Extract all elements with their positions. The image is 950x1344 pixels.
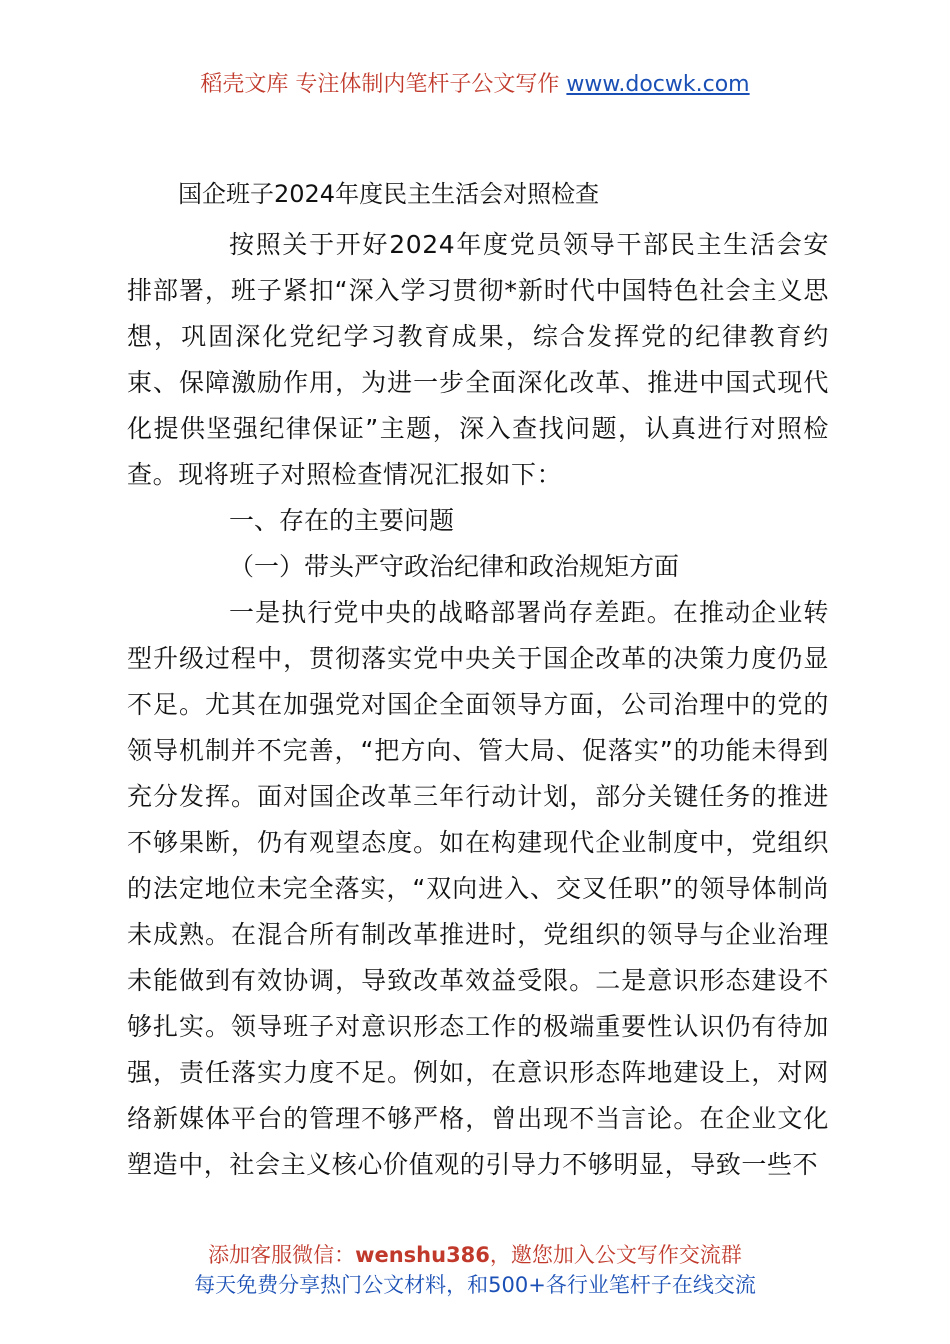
footer-contact-prefix: 添加客服微信： (208, 1243, 356, 1267)
footer-contact-suffix: ，邀您加入公文写作交流群 (489, 1243, 742, 1267)
wechat-id: wenshu386 (355, 1243, 490, 1267)
document-body (127, 222, 829, 1188)
site-name: 稻壳文库 专注体制内笔杆子公文写作 (200, 72, 560, 97)
body-paragraph: 一是执行党中央的战略部署尚存差距。在推动企业转型升级过程中，贯彻落实党中央关于国企改革的决策力度仍显不足。尤其在加强党对国企全面领导方面，公司治理中的党的领导机制并不完善，“把方向、管大局、促落实”的功能未得到充分发挥。面对国企改革三年行动计划，部分关键任务的推进不够果断，仍有观望态度。如在构建现代企业制度中，党组织的法定地位未完全落实，“双向进入、交叉任职”的领导体制尚未成熟。在混合所有制改革推进时，党组织的领导与企业治理未能做到有效协调，导致改革效益受限。二是意识形态建设不够扎实。领导班子对意识形态工作的极端重要性认识仍有待加强，责任落实力度不足。例如，在意识形态阵地建设上，对网络新媒体平台的管理不够严格，曾出现不当言论。在企业文化塑造中，社会主义核心价值观的引导力不够明显，导致一些不 (127, 598, 829, 1179)
document-title: 国企班子2024年度民主生活会对照检查 (178, 180, 600, 208)
page-footer (0, 1240, 950, 1300)
footer-contact-line (0, 1240, 950, 1270)
site-url-link[interactable]: www.docwk.com (566, 72, 750, 97)
page-header (0, 70, 950, 100)
subsection-heading: （一）带头严守政治纪律和政治规矩方面 (229, 552, 680, 581)
intro-paragraph: 按照关于开好2024年度党员领导干部民主生活会安排部署，班子紧扣“深入学习贯彻*新时代中国特色社会主义思想，巩固深化党纪学习教育成果，综合发挥党的纪律教育约束、保障激励作用，为进一步全面深化改革、推进中国式现代化提供坚强纪律保证”主题，深入查找问题，认真进行对照检查。现将班子对照检查情况汇报如下： (127, 230, 829, 489)
section-heading: 一、存在的主要问题 (229, 506, 455, 535)
footer-promo-line: 每天免费分享热门公文材料，和500+各行业笔杆子在线交流 (194, 1273, 756, 1297)
